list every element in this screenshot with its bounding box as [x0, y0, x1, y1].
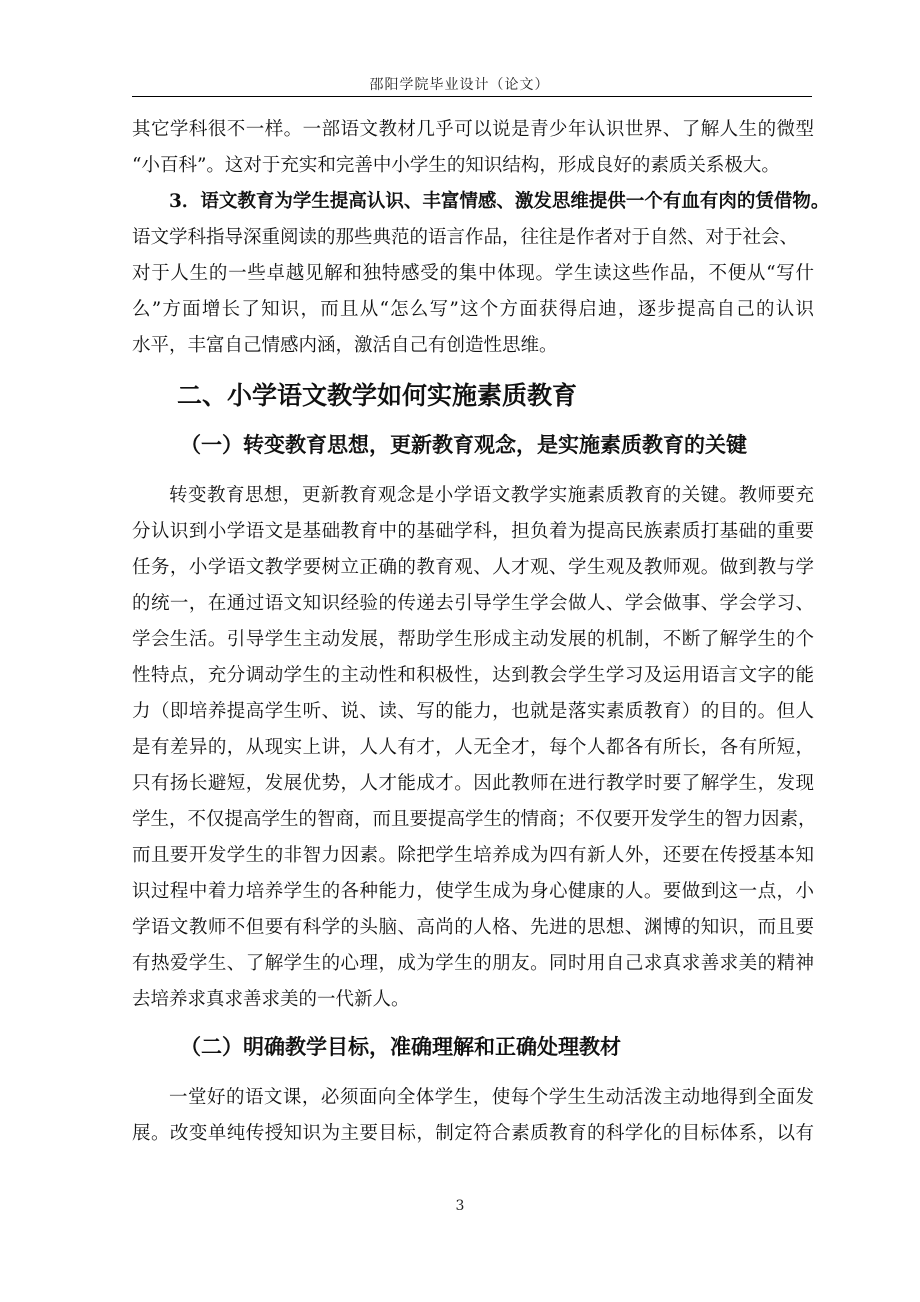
- text-line: 力（即培养提高学生听、说、读、写的能力，也就是落实素质教育）的目的。但人: [132, 701, 814, 722]
- subsection-2-paragraph: [132, 1080, 814, 1152]
- text-line: 而且要开发学生的非智力因素。除把学生培养成为四有新人外，还要在传授基本知: [132, 845, 814, 866]
- text-line: 学会生活。引导学生主动发展，帮助学生形成主动发展的机制，不断了解学生的个: [132, 629, 814, 650]
- page-content: [132, 112, 830, 1152]
- point-3-heading: 3．语文教育为学生提高认识、丰富情感、激发思维提供一个有血有肉的赁借物。: [169, 191, 830, 212]
- text-line: 的统一，在通过语文知识经验的传递去引导学生学会做人、学会做事、学会学习、: [132, 593, 814, 614]
- text-line: 识过程中着力培养学生的各种能力，使学生成为身心健康的人。要做到这一点，小: [132, 881, 814, 902]
- header-rule: [132, 96, 812, 97]
- text-line: 去培养求真求善求美的一代新人。: [132, 989, 410, 1010]
- text-line: 一堂好的语文课，必须面向全体学生，使每个学生生动活泼主动地得到全面发: [169, 1087, 814, 1108]
- text-line: 语文学科指导深重阅读的那些典范的语言作品，往往是作者对于自然、对于社会、: [132, 227, 799, 248]
- text-line: 水平，丰富自己情感内涵，激活自己有创造性思维。: [132, 335, 558, 356]
- text-line: 转变教育思想，更新教育观念是小学语文教学实施素质教育的关键。教师要充: [169, 485, 814, 506]
- continued-paragraph: [132, 112, 814, 184]
- text-line: 展。改变单纯传授知识为主要目标，制定符合素质教育的科学化的目标体系，以有: [132, 1123, 814, 1144]
- text-line: 其它学科很不一样。一部语文教材几乎可以说是青少年认识世界、了解人生的微型: [132, 119, 814, 140]
- section-2-title: 二、小学语文教学如何实施素质教育: [177, 381, 578, 410]
- page-number: 3: [455, 1198, 465, 1214]
- text-line: 学生，不仅提高学生的智商，而且要提高学生的情商；不仅要开发学生的智力因素，: [132, 809, 817, 830]
- text-line: 只有扬长避短，发展优势，人才能成才。因此教师在进行教学时要了解学生，发现: [132, 773, 814, 794]
- text-line: 有热爱学生、了解学生的心理，成为学生的朋友。同时用自己求真求善求美的精神: [132, 953, 814, 974]
- text-line: 分认识到小学语文是基础教育中的基础学科，担负着为提高民族素质打基础的重要: [132, 521, 814, 542]
- point-3-paragraph: [132, 184, 830, 364]
- subsection-1-title: （一）转变教育思想，更新教育观念，是实施素质教育的关键: [180, 433, 747, 457]
- text-line: 对于人生的一些卓越见解和独特感受的集中体现。学生读这些作品，不便从“写什: [132, 263, 814, 284]
- text-line: 性特点，充分调动学生的主动性和积极性，达到教会学生学习及运用语言文字的能: [132, 665, 814, 686]
- text-line: “小百科”。这对于充实和完善中小学生的知识结构，形成良好的素质关系极大。: [132, 155, 780, 176]
- text-line: 是有差异的，从现实上讲，人人有才，人无全才，每个人都各有所长，各有所短，: [132, 737, 814, 758]
- text-line: 学语文教师不但要有科学的头脑、高尚的人格、先进的思想、渊博的知识，而且要: [132, 917, 814, 938]
- subsection-2-title: （二）明确教学目标，准确理解和正确处理教材: [180, 1035, 621, 1059]
- subsection-1-paragraph: [132, 478, 817, 1018]
- text-line: 任务，小学语文教学要树立正确的教育观、人才观、学生观及教师观。做到教与学: [132, 557, 814, 578]
- text-line: 么”方面增长了知识，而且从“怎么写”这个方面获得启迪，逐步提高自己的认识: [132, 299, 814, 320]
- running-header: 邵阳学院毕业设计（论文）: [369, 77, 550, 93]
